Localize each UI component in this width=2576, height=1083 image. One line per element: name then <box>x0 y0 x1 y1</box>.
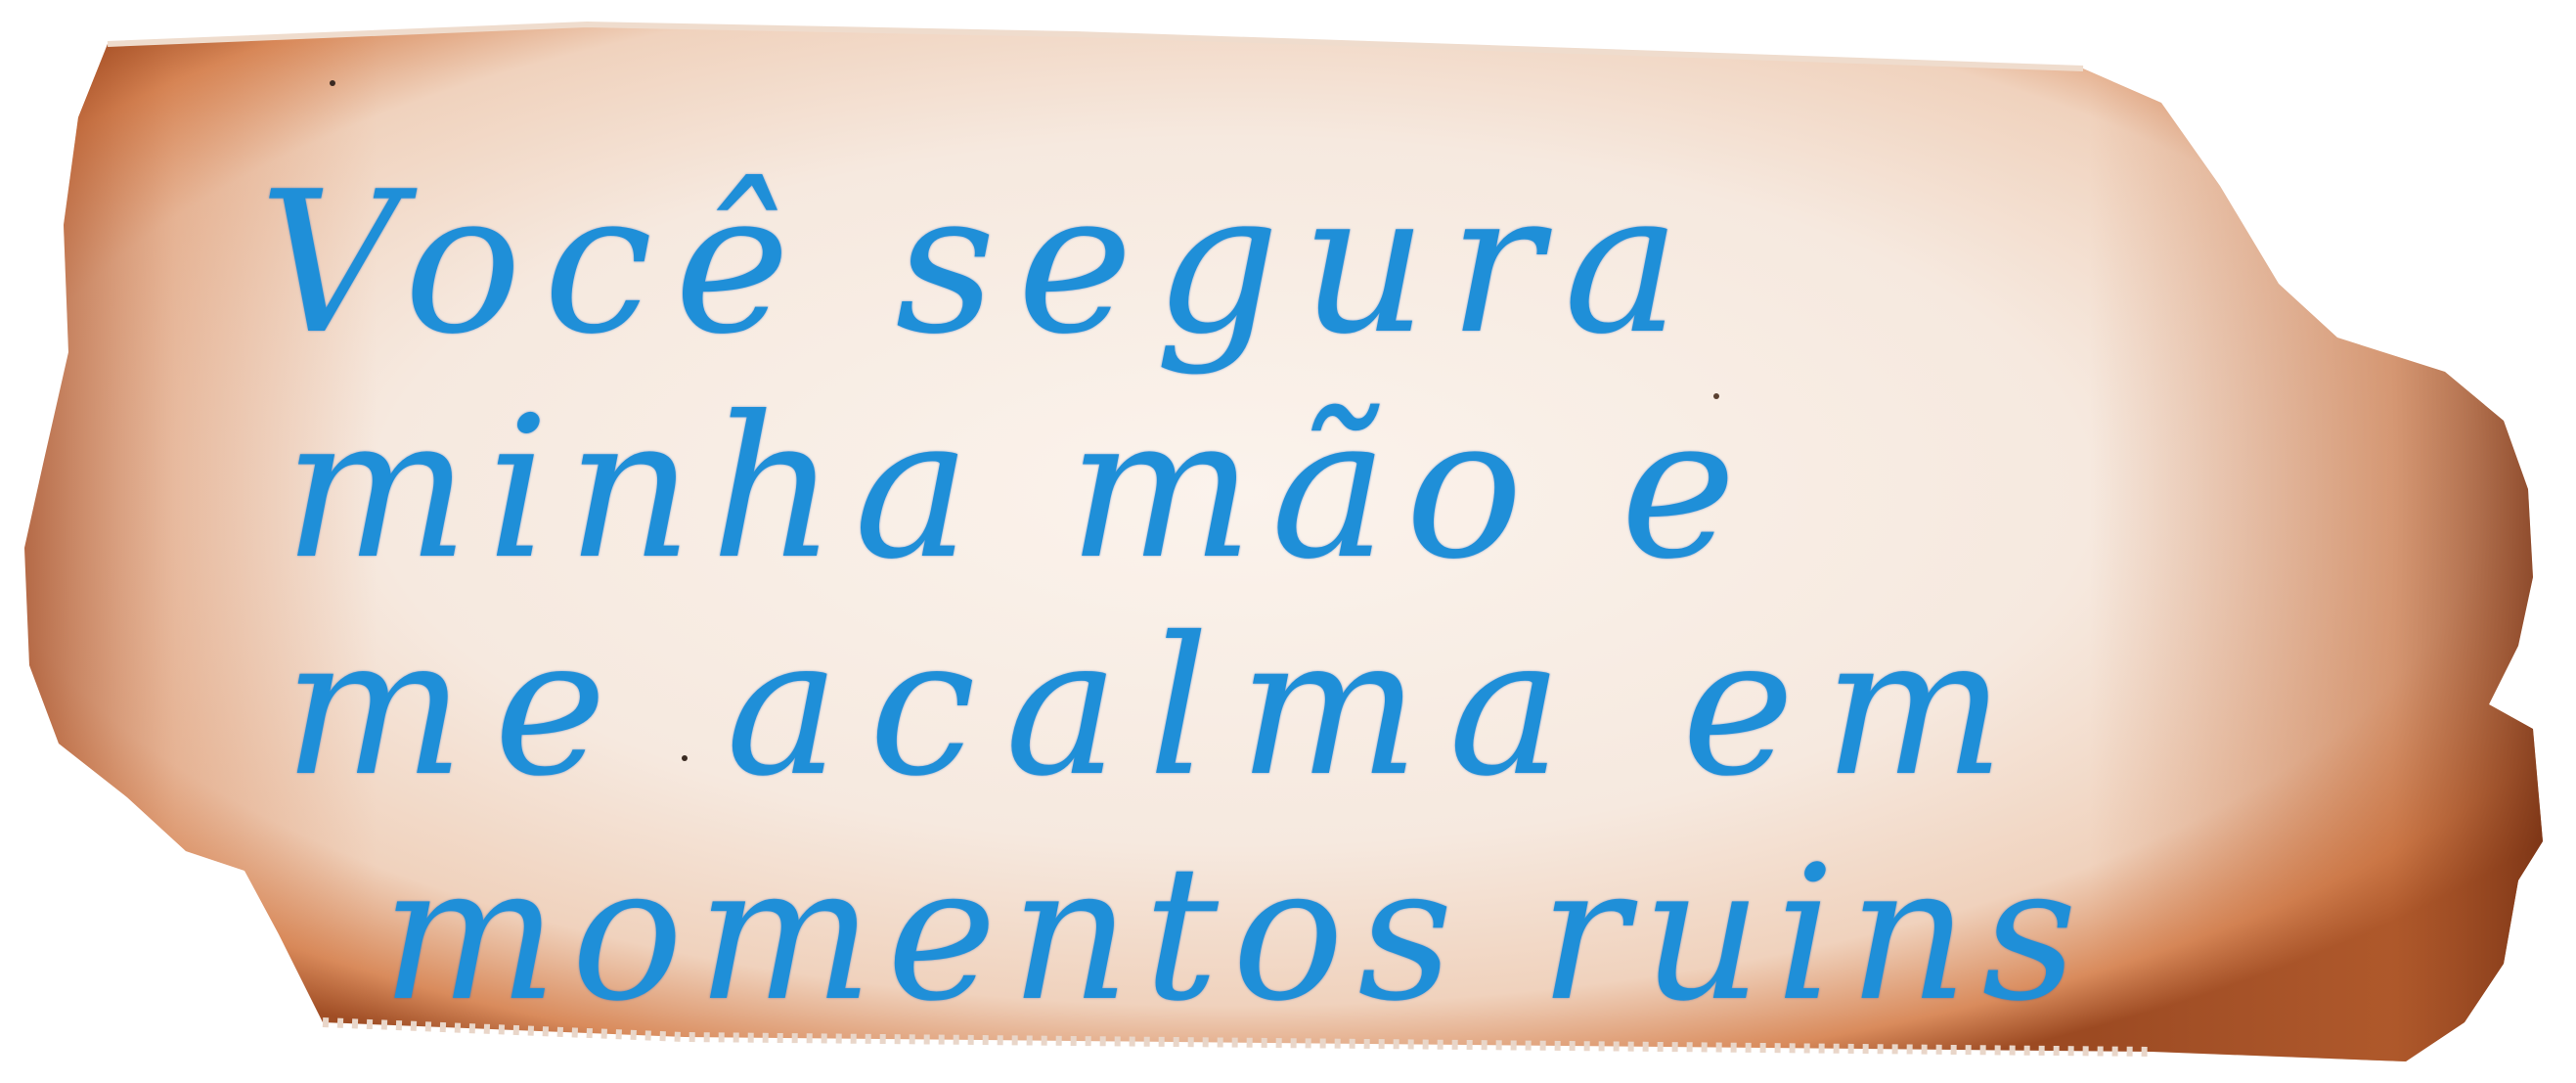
handwritten-line-2: minha mão e <box>284 375 1754 603</box>
handwritten-line-1: Você segura <box>259 150 1703 378</box>
handwritten-line-4: momentos ruins <box>381 826 2092 1042</box>
handwritten-line-3: me acalma em <box>284 596 2034 818</box>
